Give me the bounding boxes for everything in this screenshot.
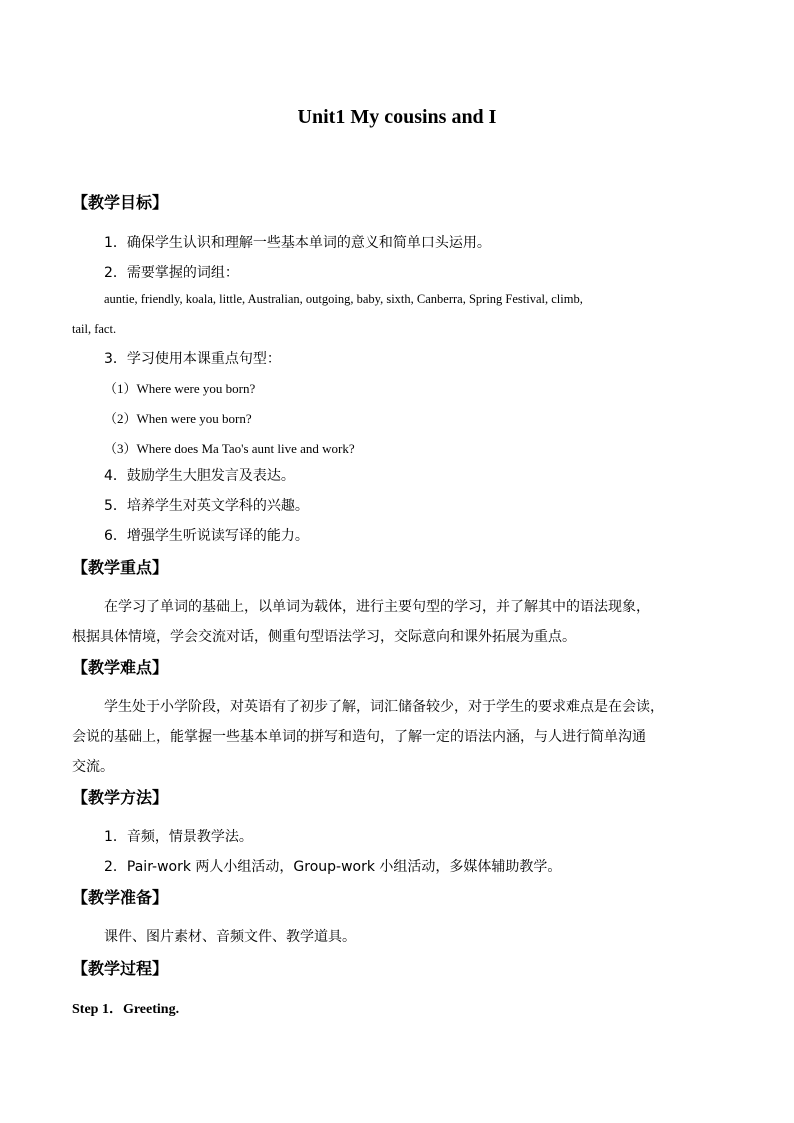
method-item-1: 1．音频，情景教学法。 xyxy=(104,829,253,845)
difficulties-line-2: 会说的基础上，能掌握一些基本单词的拼写和造句，了解一定的语法内涵，与人进行简单沟通 xyxy=(72,729,646,745)
sentence-pattern-1: （1）Where were you born? xyxy=(104,381,256,396)
difficulties-line-1: 学生处于小学阶段，对英语有了初步了解，词汇储备较少，对于学生的要求难点是在会读， xyxy=(104,699,664,715)
method-item-2: 2．Pair-work 两人小组活动，Group-work 小组活动，多媒体辅助教学。 xyxy=(104,859,562,875)
vocab-line-2: tail, fact. xyxy=(72,322,117,336)
section-heading-methods: 【教学方法】 xyxy=(72,788,169,807)
preparation-line-1: 课件、图片素材、音频文件、教学道具。 xyxy=(104,929,356,945)
objective-item-6: 6．增强学生听说读写译的能力。 xyxy=(104,528,309,544)
section-heading-difficulties: 【教学难点】 xyxy=(72,658,169,677)
sentence-pattern-2: （2）When were you born? xyxy=(104,411,252,426)
section-heading-preparation: 【教学准备】 xyxy=(72,888,169,907)
document-title: Unit1 My cousins and I xyxy=(297,106,497,128)
section-heading-objectives: 【教学目标】 xyxy=(72,193,169,212)
section-heading-key-points: 【教学重点】 xyxy=(72,558,169,577)
objective-item-3: 3．学习使用本课重点句型： xyxy=(104,351,281,367)
section-heading-process: 【教学过程】 xyxy=(72,959,169,978)
objective-item-5: 5．培养学生对英文学科的兴趣。 xyxy=(104,498,309,514)
vocab-line-1: auntie, friendly, koala, little, Australian, outgoing, baby, sixth, Canberra, Spring Festival, climb, xyxy=(104,292,583,306)
sentence-pattern-3: （3）Where does Ma Tao's aunt live and work? xyxy=(104,441,355,456)
key-points-line-2: 根据具体情境，学会交流对话，侧重句型语法学习，交际意向和课外拓展为重点。 xyxy=(72,629,576,645)
objective-item-2: 2．需要掌握的词组： xyxy=(104,265,239,281)
objective-item-4: 4．鼓励学生大胆发言及表达。 xyxy=(104,468,295,484)
objective-item-1: 1．确保学生认识和理解一些基本单词的意义和简单口头运用。 xyxy=(104,235,491,251)
key-points-line-1: 在学习了单词的基础上，以单词为载体，进行主要句型的学习，并了解其中的语法现象， xyxy=(104,599,650,615)
process-step-1: Step 1．Greeting. xyxy=(72,1002,180,1017)
difficulties-line-3: 交流。 xyxy=(72,759,114,775)
